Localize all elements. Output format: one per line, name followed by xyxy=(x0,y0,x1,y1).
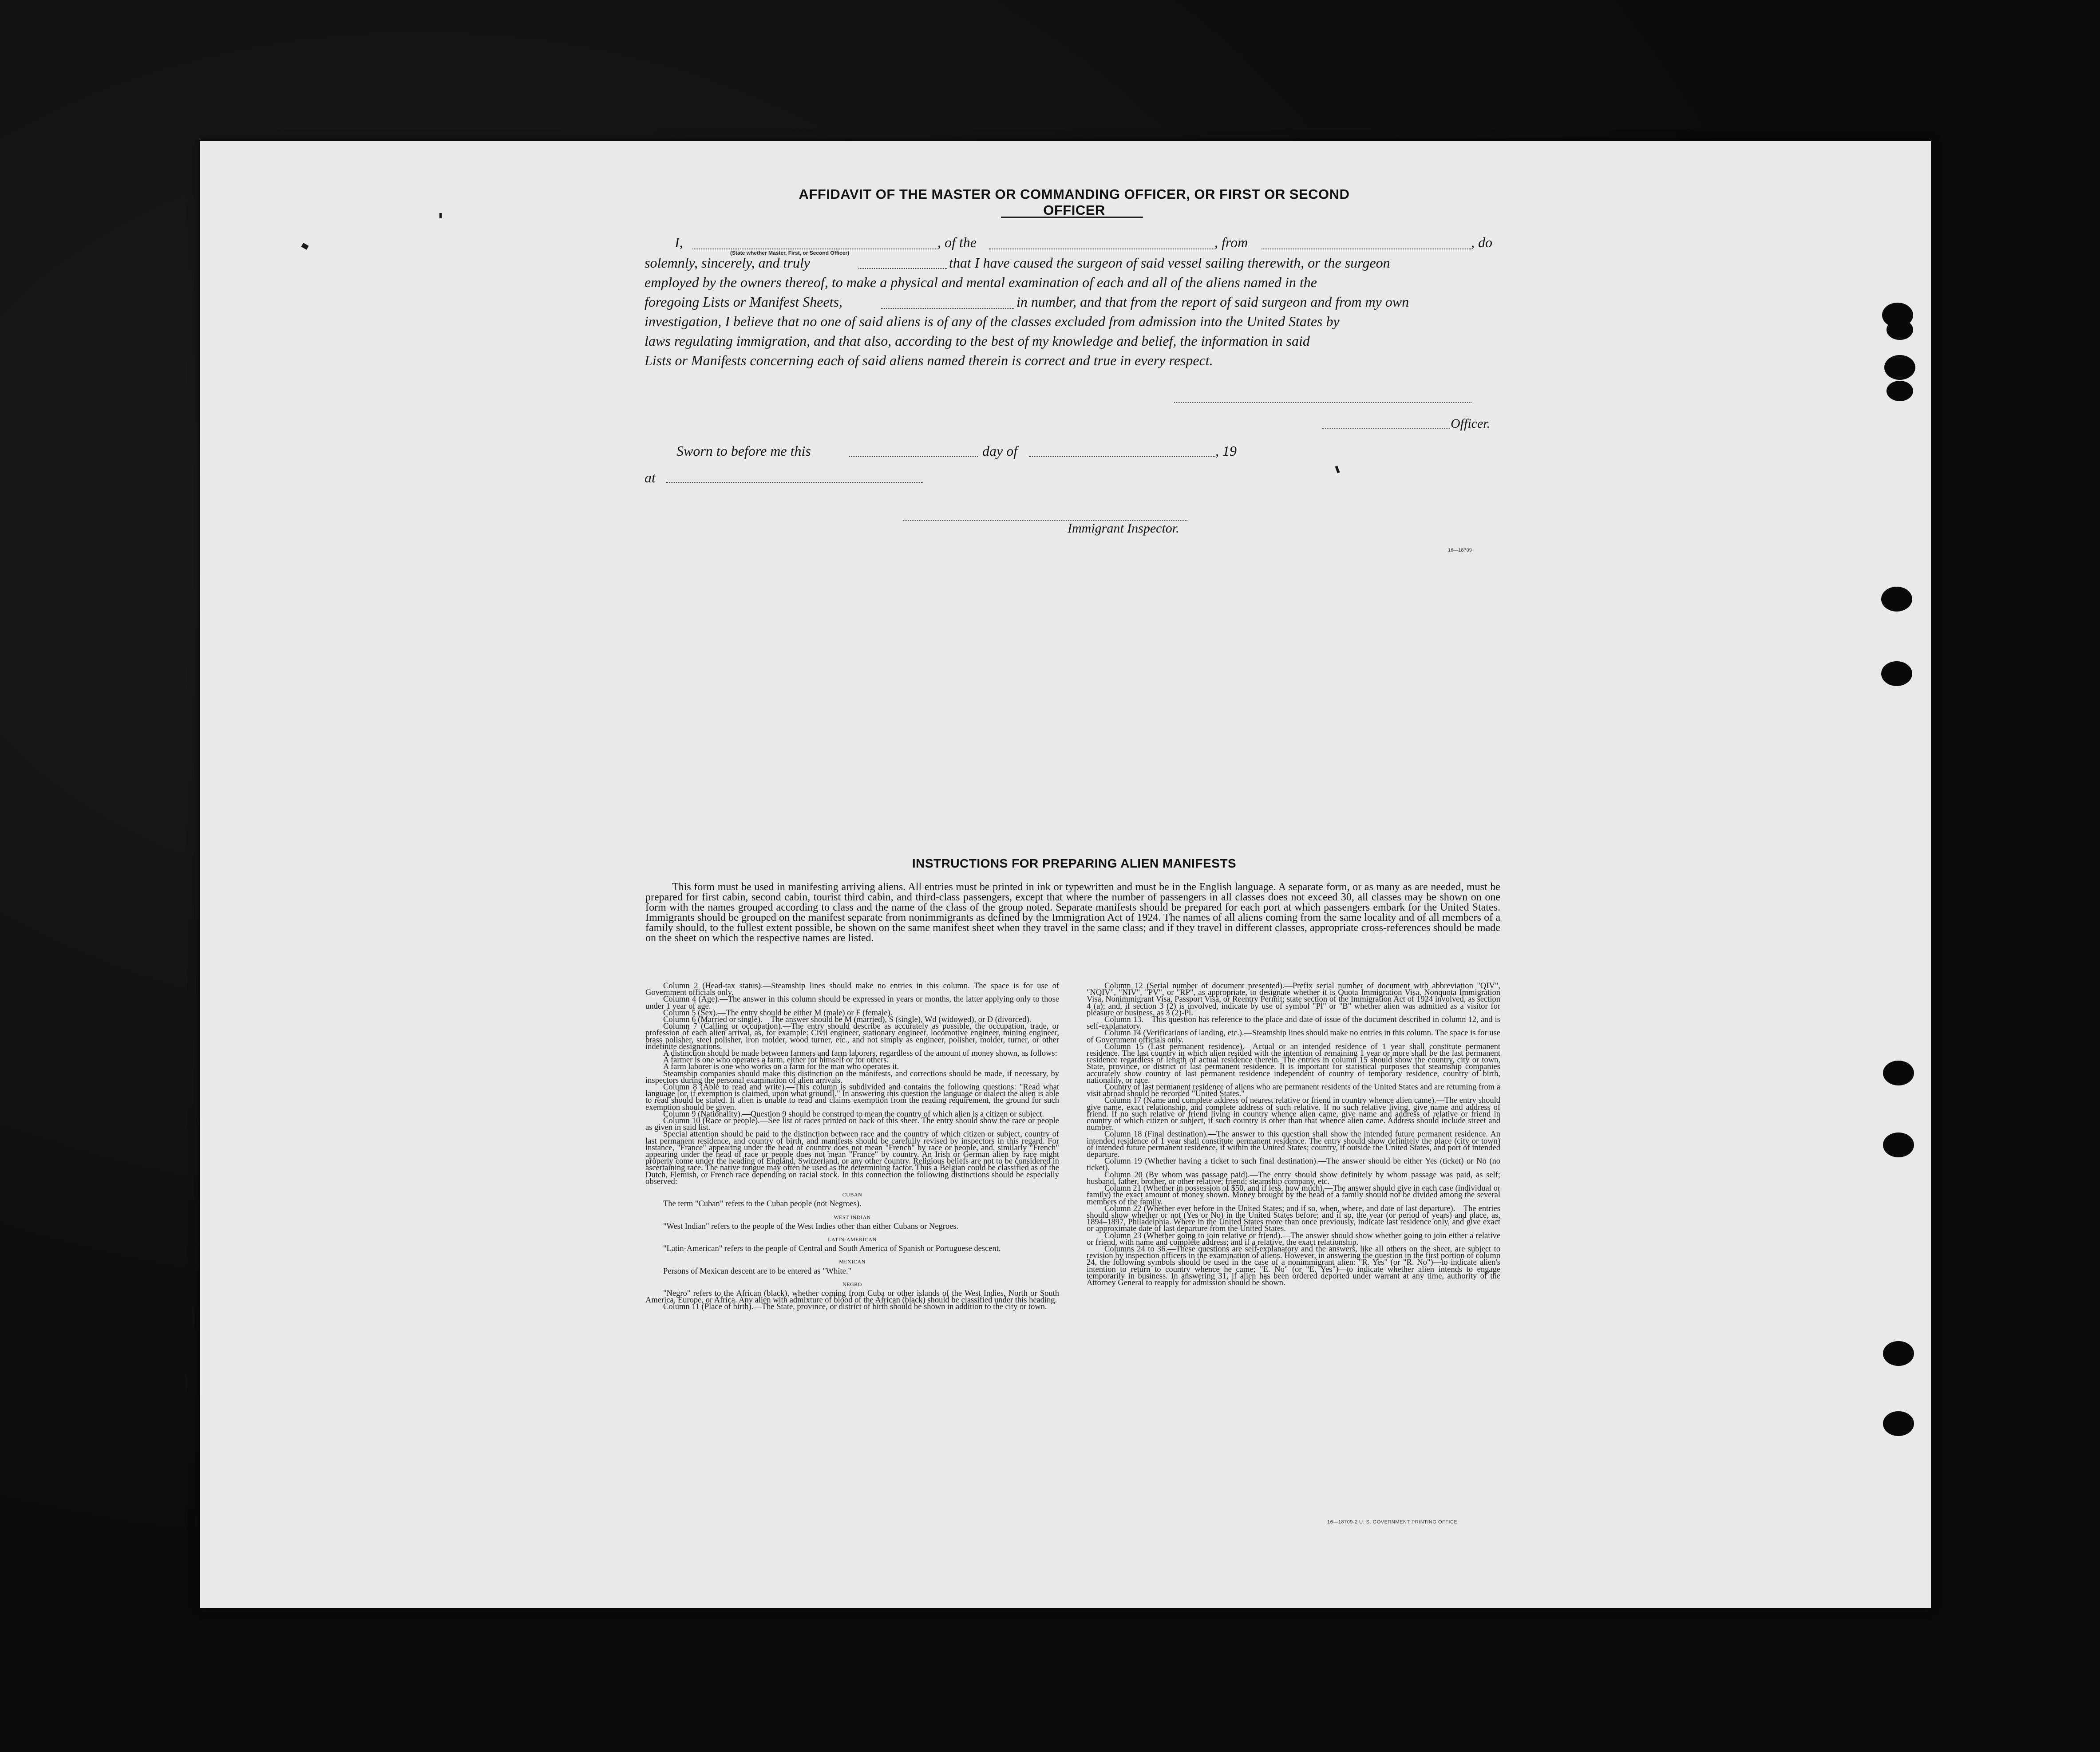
cuban-text: The term "Cuban" refers to the Cuban people (not Negroes). xyxy=(663,1200,862,1209)
alien-count-field[interactable] xyxy=(881,308,1014,309)
affidavit-line-4b: in number, and that from the report of said surgeon and from my own xyxy=(1016,294,1409,310)
sworn-month-field[interactable] xyxy=(1029,456,1215,457)
west-indian-heading: WEST INDIAN xyxy=(834,1214,871,1220)
right-para: Column 20 (By whom was passage paid).—The entry should show definitely by whom passage was paid, as self; husband, father, brother, or other relative; friend; steamship company, etc. xyxy=(1087,1170,1500,1186)
instructions-right-column xyxy=(1087,983,1500,1286)
right-para: Column 18 (Final destination).—The answer to this question shall show the intended future permanent residence. An intended residence of 1 year shall constitute permanent residence. The entry should show definitely the place (city or town) of intended future permanent residence, if within the United States; country, if outside the United States, and port of intended departure. xyxy=(1087,1130,1500,1160)
instructions-left-column xyxy=(645,983,1059,1311)
printing-office-footer: 16—18709-2 U. S. GOVERNMENT PRINTING OFFICE xyxy=(1327,1519,1458,1525)
officer-rank-note: (State whether Master, First, or Second Officer) xyxy=(730,250,850,256)
cuban-heading: CUBAN xyxy=(842,1192,862,1198)
left-para: Steamship companies should make this distinction on the manifests, and corrections should be made, if necessary, by inspectors during the personal examination of alien arrivals. xyxy=(645,1069,1059,1085)
left-para: Special attention should be paid to the distinction between race and the country of which citizen or subject, country of last permanent residence, and country of birth, and manifests should be carefully revised by inspectors in this regard. For instance, "France" appearing under the head of country does not mean "French" by race or people, and, similarly "French" appearing under the head of race or people does not mean "France" by country. An Irish or German alien by race might properly come under the heading of England, Switzerland, or any other country. Religious beliefs are not to be considered in ascertaining race. The native tongue may often be used as the determining factor. Thus a Belgian could be classified as of the Dutch, Flemish, or French race depending on racial stock. In this connection the following distinctions should be especially observed: xyxy=(645,1130,1059,1186)
left-para: Column 10 (Race or people).—See list of races printed on back of this sheet. The entry should show the race or people as given in said list. xyxy=(645,1117,1059,1132)
punch-hole xyxy=(1881,661,1912,686)
title-rule xyxy=(1001,217,1143,218)
instructions-title: INSTRUCTIONS FOR PREPARING ALIEN MANIFESTS xyxy=(912,856,1237,870)
affidavit-line-4a: foregoing Lists or Manifest Sheets, xyxy=(645,294,842,310)
latin-american-text: "Latin-American" refers to the people of Central and South America of Spanish or Portuguese descent. xyxy=(663,1244,1001,1254)
punch-hole xyxy=(1881,587,1912,612)
sworn-place-field[interactable] xyxy=(666,482,923,483)
right-para: Column 19 (Whether having a ticket to such final destination).—The answer should be either Yes (ticket) or No (no ticket). xyxy=(1087,1157,1500,1173)
affidavit-line-2a: solemnly, sincerely, and truly xyxy=(645,255,810,271)
sworn-day-of: day of xyxy=(982,443,1018,459)
left-para: Column 5 (Sex).—The entry should be either M (male) or F (female). xyxy=(663,1008,893,1018)
negro-text: "Negro" refers to the African (black), whether coming from Cuba or other islands of the West Indies, North or South America, Europe, or Africa. Any alien with admixture of blood of the African (black) should be classified under this heading. xyxy=(645,1289,1059,1305)
affidavit-do: , do xyxy=(1471,234,1492,250)
right-para: Column 23 (Whether going to join relative or friend).—The answer should show whether going to join either a relative or friend, with name and complete address; and if a relative, the exact relationship. xyxy=(1087,1231,1500,1247)
punch-hole xyxy=(1884,355,1915,380)
west-indian-text: "West Indian" refers to the people of the West Indies other than either Cubans or Negroes. xyxy=(663,1222,959,1231)
punch-hole xyxy=(1883,1341,1914,1366)
affidavit-line-1 xyxy=(675,234,683,251)
left-para: Column 2 (Head-tax status).—Steamship lines should make no entries in this column. The space is for use of Government officials only. xyxy=(645,982,1059,998)
scan-speck xyxy=(439,213,442,218)
punch-hole xyxy=(1883,1132,1914,1157)
right-para: Country of last permanent residence of aliens who are permanent residents of the United States and are returning from a visit abroad should be recorded "United States." xyxy=(1087,1083,1500,1099)
instructions-intro: This form must be used in manifesting arriving aliens. All entries must be printed in ink or typewritten and must be in the English language. A separate form, or as many as are needed, must be prepared for first cabin, second cabin, tourist third cabin, and third-class passengers, except that where the number of passengers in all classes does not exceed 30, all classes may be shown on one form with the names grouped according to class and the name of the class of the group noted. Separate manifests should be prepared for each port at which passengers embark for the United States. Immigrants should be grouped on the manifest separate from nonimmigrants as defined by the Immigration Act of 1924. The names of all aliens coming from the same locality and of all members of a family should, to the fullest extent possible, be shown on the same manifest sheet when they travel in the same class; and if they travel in different classes, appropriate cross-references should be made on the sheet on which the respective names are listed. xyxy=(645,881,1500,944)
officer-signature-field[interactable] xyxy=(1322,428,1450,429)
right-para: Column 15 (Last permanent residence).—Actual or an intended residence of 1 year shall constitute permanent residence. The last country in which alien resided with the intention of remaining 1 year or more shall be the last permanent residence regardless of length of actual residence therein. The entries in column 15 should show the country, city or town, State, province, or district of last permanent residence. It is important for statistical purposes that steamship companies accurately show country of last permanent residence independent of country of temporary residence, country of birth, nationality, or race. xyxy=(1087,1042,1500,1085)
sworn-day-field[interactable] xyxy=(849,456,978,457)
affidavit-line-5: investigation, I believe that no one of said aliens is of any of the classes excluded from admission into the United States by xyxy=(645,313,1340,329)
punch-hole xyxy=(1886,381,1913,401)
form-number: 16—18709 xyxy=(1448,548,1472,553)
latin-american-heading: LATIN-AMERICAN xyxy=(828,1236,877,1243)
affidavit-line-7: Lists or Manifests concerning each of said aliens named therein is correct and true in every respect. xyxy=(645,352,1213,368)
mexican-text: Persons of Mexican descent are to be entered as "White." xyxy=(663,1267,852,1276)
punch-hole xyxy=(1886,320,1913,340)
signature-line[interactable] xyxy=(1174,402,1471,403)
mexican-heading: MEXICAN xyxy=(839,1259,866,1265)
left-para: A farm laborer is one who works on a farm for the man who operates it. xyxy=(663,1062,899,1072)
right-para: Column 21 (Whether in possession of $50, and if less, how much).—The answer should give in each case (individual or family) the exact amount of money shown. Money brought by the head of a family should not be divided among the several members of the family. xyxy=(1087,1184,1500,1207)
at-label: at xyxy=(645,470,656,485)
affidavit-line-6: laws regulating immigration, and that also, according to the best of my knowledge and belief, the information in said xyxy=(645,333,1310,349)
right-para: Column 22 (Whether ever before in the United States; and if so, when, where, and date of last departure).—The entries should show whether or not (Yes or No) in the United States before; and if so, the year (or period of years) and place, as, 1894–1897, Philadelphia. Where in the United States more than once previously, indicate last residence only, and give exact or approximate date of last departure from the United States. xyxy=(1087,1204,1500,1234)
negro-heading: NEGRO xyxy=(842,1281,862,1287)
right-para: Columns 24 to 36.—These questions are self-explanatory and the answers, like all others on the sheet, are subject to revision by inspection officers in the examination of aliens. However, in answering the question in the first portion of column 24, the following symbols should be used in the case of a nonimmigrant alien: "R. Yes" (or "R. No")—to indicate alien's intention to return to country whence he came; "E. No" (or "E. Yes")—to indicate whether alien intends to engage temporarily in business. In answering 31, if alien has been ordered deported under warrant at any time, authority of the Attorney General to reapply for admission should be shown. xyxy=(1087,1244,1500,1287)
left-para: Column 4 (Age).—The answer in this column should be expressed in years or months, the latter applying only to those under 1 year of age. xyxy=(645,995,1059,1011)
punch-hole xyxy=(1883,1061,1914,1085)
sworn-year: , 19 xyxy=(1215,443,1237,459)
column-11-text: Column 11 (Place of birth).—The State, province, or district of birth should be shown in addition to the city or town. xyxy=(663,1302,1047,1312)
left-para: Column 8 (Able to read and write).—This column is subdivided and contains the following questions: "Read what language [or, if exemption is claimed, upon what ground]." In answering this question the language or dialect the alien is able to read should be stated. If alien is unable to read and claims exemption from the reading requirement, the ground for such exemption should be given. xyxy=(645,1083,1059,1112)
affidavit-title: AFFIDAVIT OF THE MASTER OR COMMANDING OFFICER, OR FIRST OR SECOND OFFICER xyxy=(799,186,1350,218)
left-para: Column 6 (Married or single).—The answer should be M (married), S (single), Wd (widowed), or D (divorced). xyxy=(663,1015,1032,1025)
left-para: Column 7 (Calling or occupation).—The entry should describe as accurately as possible, the occupation, trade, or profession of each alien arrival, as, for example: Civil engineer, stationary engineer, locomotive engineer, mining engineer, brass polisher, steel polisher, iron molder, wood turner, etc., and not simply as engineer, polisher, molder, turner, or other indefinite designations. xyxy=(645,1022,1059,1051)
inspector-label: Immigrant Inspector. xyxy=(1068,521,1179,536)
left-para: A distinction should be made between farmers and farm laborers, regardless of the amount of money shown, as follows: xyxy=(663,1049,1057,1058)
affidavit-of-the: , of the xyxy=(937,234,977,250)
right-para: Column 12 (Serial number of document presented).—Prefix serial number of document with abbreviation "QIV", "NQIV", "NIV", "PV", or "RP", as appropriate, to designate whether it is Quota Immigration Visa, Nonquota Immigration Visa, Nonimmigrant Visa, Passport Visa, or Reentry Permit; state section of the Immigration Act of 1924 involved, as section 4 (a); and, if section 3 (2) is involved, indicate by use of symbol "Pl" or "B" whether alien was admitted as a visitor for pleasure or business, as 3 (2)-Pl. xyxy=(1087,982,1500,1018)
left-para: Column 9 (Nationality).—Question 9 should be construed to mean the country of which alien is a citizen or subject. xyxy=(663,1109,1044,1119)
right-para: Column 14 (Verifications of landing, etc.).—Steamship lines should make no entries in this column. The space is for use of Government officials only. xyxy=(1087,1029,1500,1045)
left-para: A farmer is one who operates a farm, either for himself or for others. xyxy=(663,1056,889,1065)
affidavit-line-2b: that I have caused the surgeon of said vessel sailing therewith, or the surgeon xyxy=(949,255,1390,271)
affidavit-line-3: employed by the owners thereof, to make a physical and mental examination of each and all of the aliens named in the xyxy=(645,274,1317,290)
sworn-text: Sworn to before me this xyxy=(676,443,811,459)
truly-blank-field[interactable] xyxy=(858,268,947,269)
officer-label: Officer. xyxy=(1451,416,1491,431)
affidavit-i: I, xyxy=(675,234,683,250)
affidavit-from: , from xyxy=(1214,234,1248,250)
punch-hole xyxy=(1883,1411,1914,1436)
right-para: Column 13.—This question has reference to the place and date of issue of the document described in column 12, and is self-explanatory. xyxy=(1087,1015,1500,1031)
right-para: Column 17 (Name and complete address of nearest relative or friend in country whence alien came).—The entry should give name, exact relationship, and complete address of such relative. If no such relative living, give name and address of friend. If no such relative or friend living in country whence alien came, give name and address of relative or friend in country of which citizen or subject, if such country is other than that whence alien came. Address should include street and number. xyxy=(1087,1096,1500,1132)
